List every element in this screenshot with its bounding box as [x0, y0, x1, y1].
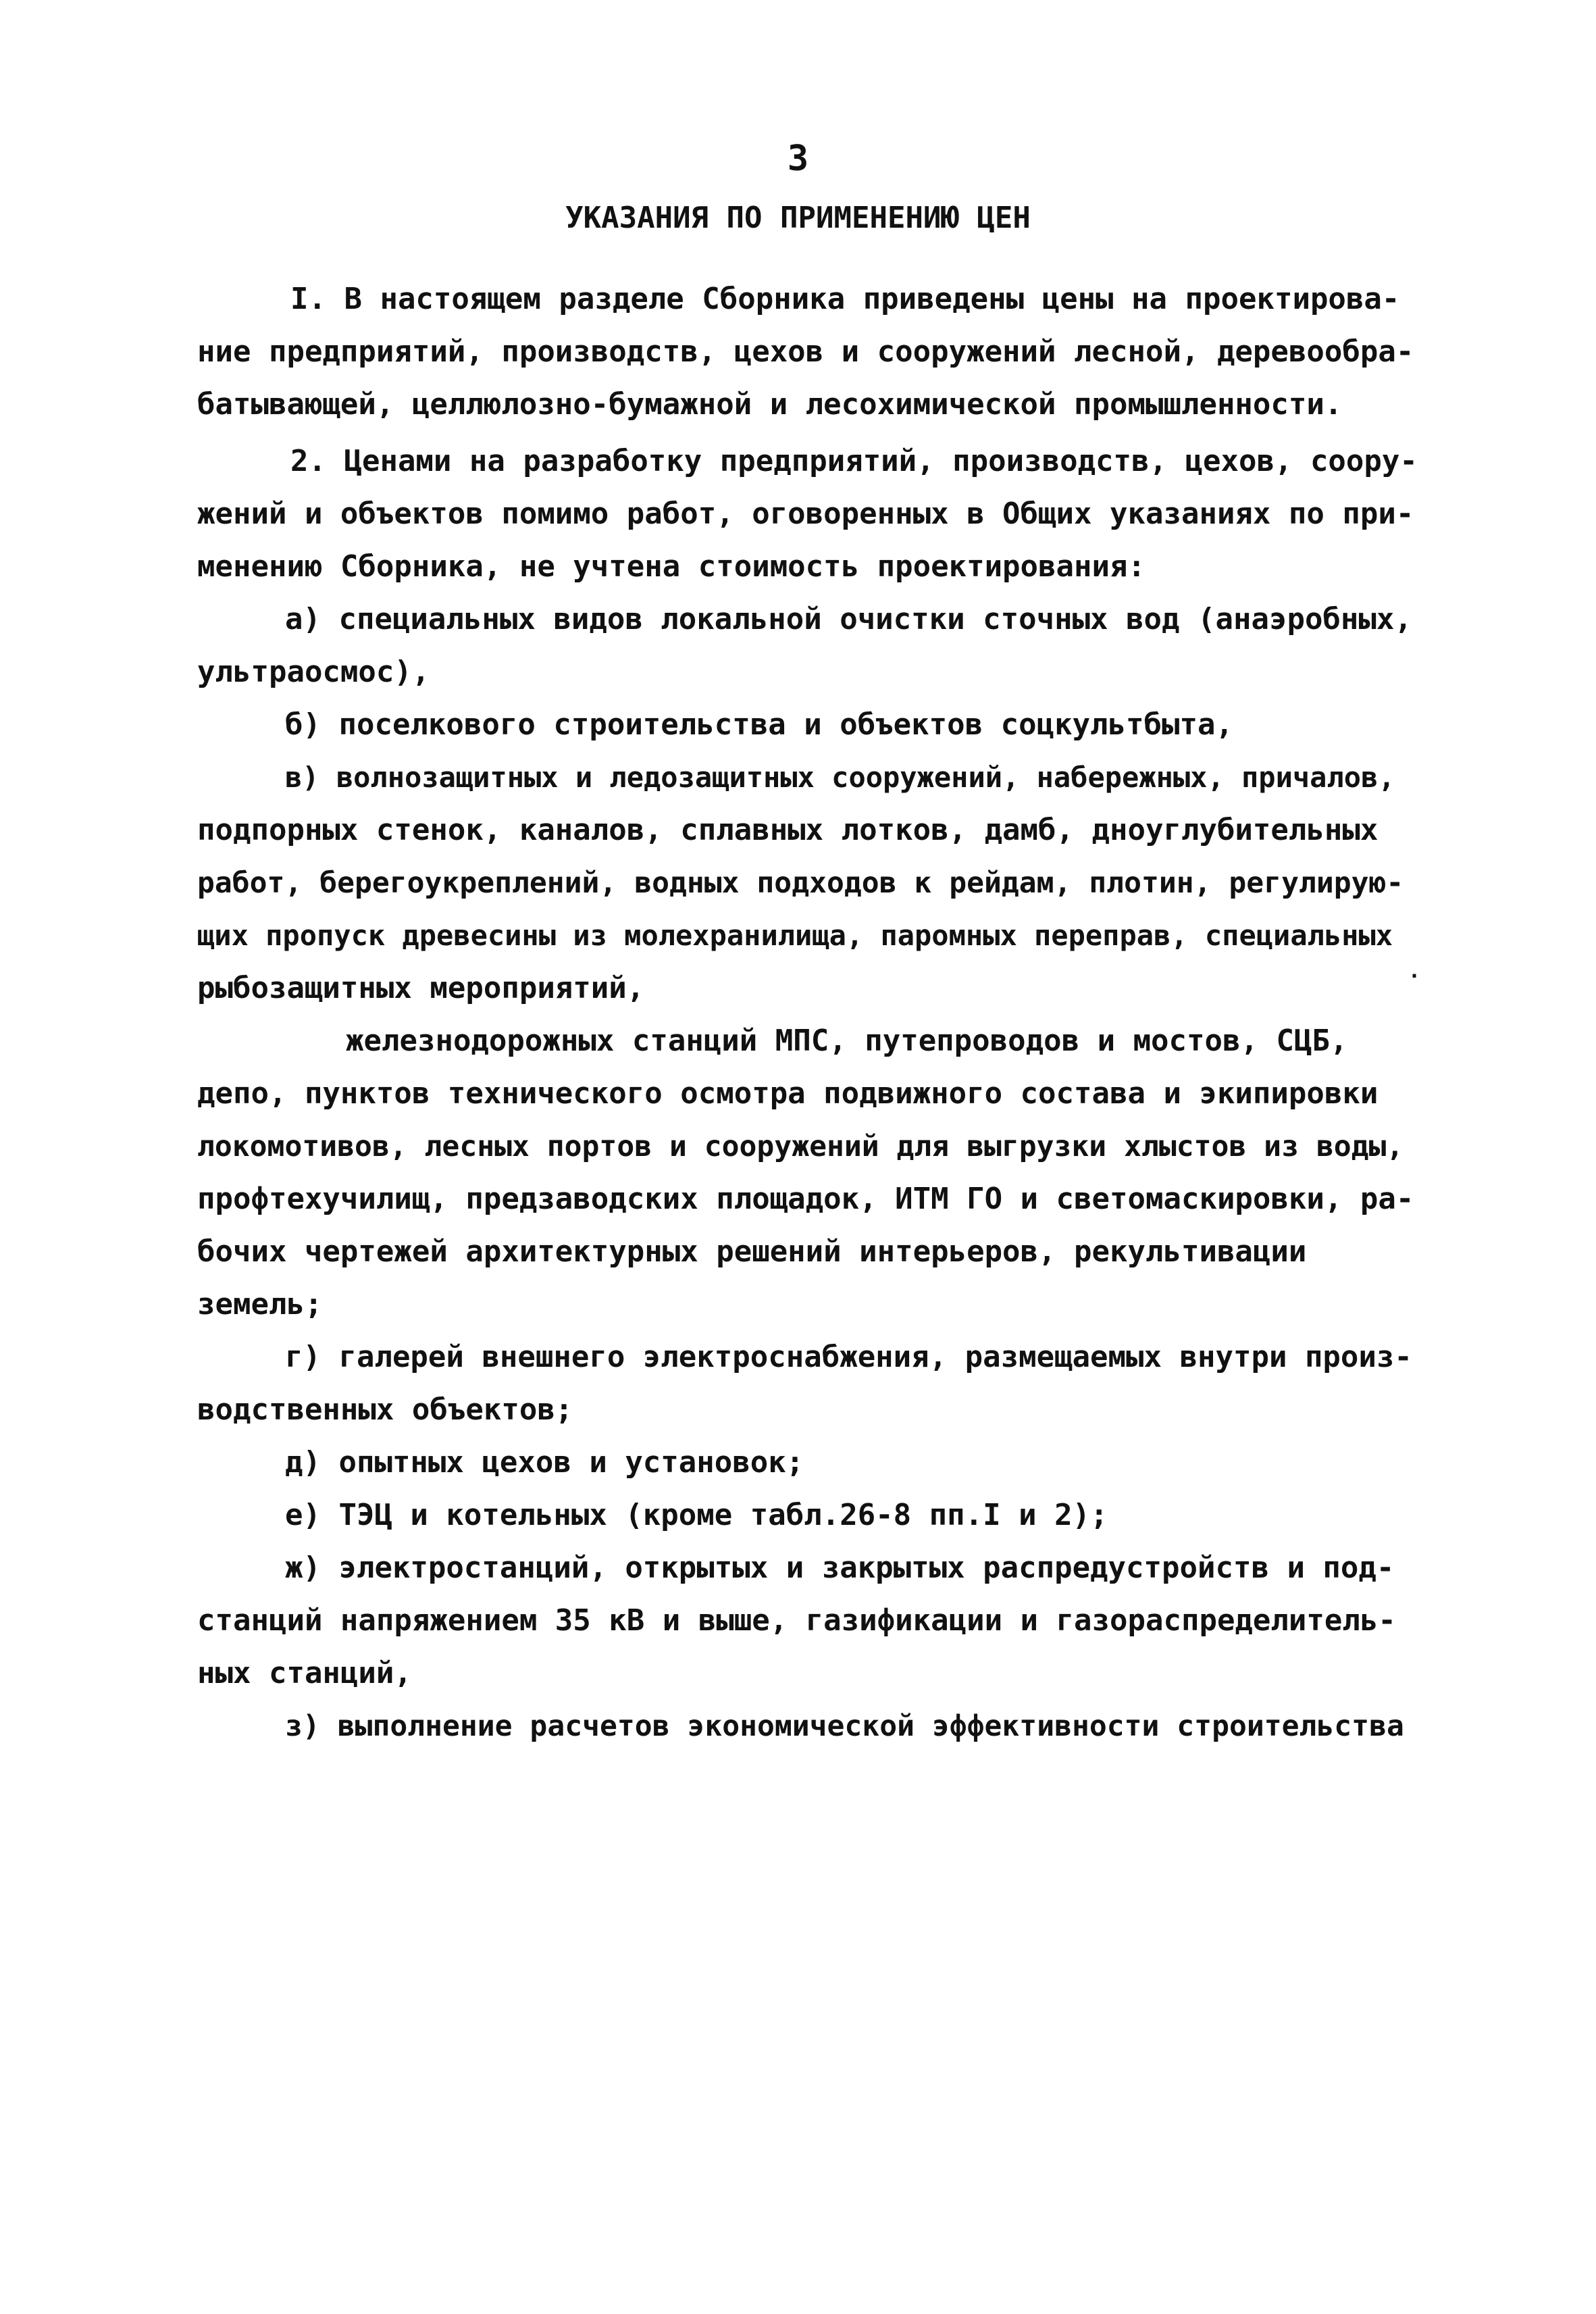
text-line: ных станций,: [197, 1656, 412, 1690]
text-line: щих пропуск древесины из молехранилища, паромных переправ, специальных: [197, 919, 1393, 952]
page-number: 3: [787, 139, 809, 179]
text-line: батывающей, целлюлозно-бумажной и лесохимической промышленности.: [197, 387, 1343, 422]
text-line: е) ТЭЦ и котельных (кроме табл.26-8 пп.I и 2);: [285, 1498, 1108, 1532]
text-line: локомотивов, лесных портов и сооружений для выгрузки хлыстов из воды,: [197, 1130, 1404, 1163]
text-line: ние предприятий, производств, цехов и сооружений лесной, деревообра-: [197, 334, 1414, 369]
text-line: железнодорожных станций МПС, путепроводов и мостов, СЦБ,: [346, 1024, 1348, 1058]
text-line: работ, берегоукреплений, водных подходов к рейдам, плотин, регулирую-: [197, 866, 1404, 900]
text-line: профтехучилищ, предзаводских площадок, ИТМ ГО и светомаскировки, ра-: [197, 1182, 1414, 1216]
text-line: подпорных стенок, каналов, сплавных лотков, дамб, дноуглубительных: [197, 813, 1379, 847]
text-line: д) опытных цехов и установок;: [285, 1445, 804, 1480]
text-line: рыбозащитных мероприятий,: [197, 971, 645, 1005]
text-line: б) поселкового строительства и объектов соцкультбыта,: [285, 707, 1233, 742]
text-line: 2. Ценами на разработку предприятий, производств, цехов, соору-: [290, 444, 1418, 478]
scan-speck: .: [1408, 959, 1421, 983]
text-line: бочих чертежей архитектурных решений интерьеров, рекультивации: [197, 1234, 1307, 1269]
text-line: з) выполнение расчетов экономической эффективности строительства: [285, 1709, 1404, 1743]
text-line: ультраосмос),: [197, 655, 430, 689]
text-line: станций напряжением 35 кВ и выше, газификации и газораспределитель-: [197, 1603, 1396, 1638]
text-line: I. В настоящем разделе Сборника приведены цены на проектирова-: [290, 282, 1400, 316]
text-line: земель;: [197, 1287, 323, 1322]
text-line: водственных объектов;: [197, 1392, 573, 1427]
text-line: в) волнозащитных и ледозащитных сооружений, набережных, причалов,: [285, 761, 1395, 794]
text-line: г) галерей внешнего электроснабжения, размещаемых внутри произ-: [285, 1340, 1412, 1374]
text-line: жений и объектов помимо работ, оговоренных в Общих указаниях по при-: [197, 497, 1414, 531]
section-heading: УКАЗАНИЯ ПО ПРИМЕНЕНИЮ ЦЕН: [565, 201, 1031, 235]
text-line: депо, пунктов технического осмотра подвижного состава и экипировки: [197, 1076, 1379, 1111]
text-line: менению Сборника, не учтена стоимость проектирования:: [197, 549, 1145, 584]
text-line: ж) электростанций, открытых и закрытых распредустройств и под-: [285, 1551, 1395, 1585]
text-line: а) специальных видов локальной очистки сточных вод (анаэробных,: [285, 602, 1412, 636]
